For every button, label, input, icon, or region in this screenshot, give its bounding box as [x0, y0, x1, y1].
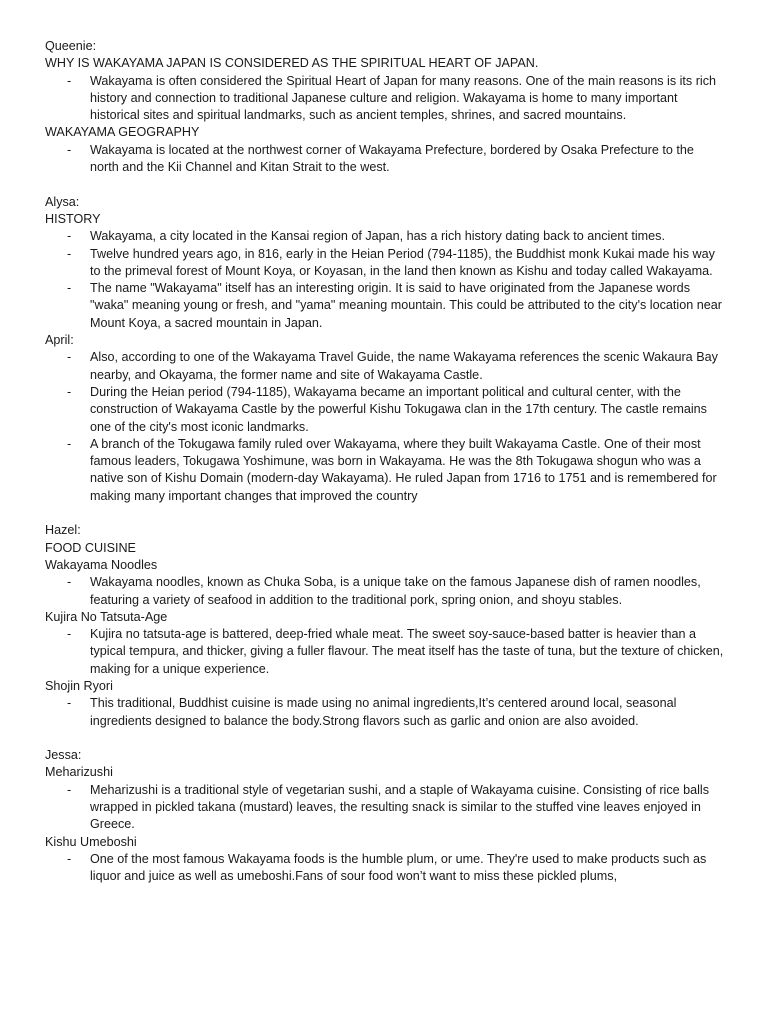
bullet-text: Meharizushi is a traditional style of vegetarian sushi, and a staple of Wakayama cuisine. Consisting of rice balls wrapped in pickled takana (mustard) leaves, the resulting snack is similar to the stuffed vine leaves enjoyed in Greece. [90, 782, 710, 832]
speaker-label: Queenie: [45, 39, 97, 53]
bullet-dash-icon: - [67, 696, 72, 711]
bullet-dash-icon: - [67, 142, 72, 157]
bullet-item [45, 574, 725, 609]
bullet-dash-icon: - [67, 350, 72, 365]
bullet-text: During the Heian period (794-1185), Wakayama became an important political and cultural center, with the construction of Wakayama Castle by the powerful Kishu Tokugawa clan in the 17th century. The castle remains one of the city's most iconic landmarks. [90, 384, 707, 434]
bullet-item [45, 246, 725, 281]
bullet-text: A branch of the Tokugawa family ruled over Wakayama, where they built Wakayama Castle. One of their most famous leaders, Tokugawa Yoshimune, was born in Wakayama. He was the 8th Tokugawa shogun who was a native son of Kishu Domain (modern-day Wakayama). He ruled Japan from 1716 to 1751 and is remembered for making many important changes that improved the country [90, 436, 717, 503]
bullet-item [45, 73, 725, 125]
bullet-dash-icon: - [67, 281, 72, 296]
section-heading: Kujira No Tatsuta-Age [45, 609, 168, 624]
bullet-dash-icon: - [67, 246, 72, 261]
speaker-label: Alysa: [45, 194, 80, 209]
section-heading: Wakayama Noodles [45, 557, 158, 572]
bullet-text: Also, according to one of the Wakayama Travel Guide, the name Wakayama references the scenic Wakaura Bay nearby, and Okayama, the former name and site of Wakayama Castle. [90, 350, 718, 382]
blank-line [45, 730, 725, 747]
bullet-dash-icon: - [67, 229, 72, 244]
bullet-dash-icon: - [67, 627, 72, 642]
bullet-item [45, 280, 725, 332]
blank-line [45, 505, 725, 522]
section-heading: HISTORY [45, 211, 101, 226]
bullet-item [45, 626, 725, 678]
bullet-item [45, 436, 725, 505]
section-heading: WAKAYAMA GEOGRAPHY [45, 125, 200, 140]
bullet-item [45, 142, 725, 177]
bullet-text: This traditional, Buddhist cuisine is made using no animal ingredients,It’s centered around local, seasonal ingredients designed to balance the body.Strong flavors such as garlic and onion are also avoided. [90, 696, 677, 728]
bullet-item [45, 782, 725, 834]
speaker-label: April: [45, 333, 74, 348]
bullet-text: Wakayama noodles, known as Chuka Soba, is a unique take on the famous Japanese dish of ramen noodles, featuring a variety of seafood in addition to the traditional pork, spring onion, and shoyu stables. [90, 575, 701, 607]
bullet-text: The name "Wakayama" itself has an interesting origin. It is said to have originated from the Japanese words "waka" meaning young or fresh, and "yama" meaning mountain. This could be attributed to the city's location near Mount Koya, a sacred mountain in Japan. [90, 281, 722, 330]
bullet-dash-icon: - [67, 73, 72, 88]
bullet-item [45, 384, 725, 436]
section-heading: Shojin Ryori [45, 678, 113, 693]
section-heading: FOOD CUISINE [45, 540, 136, 555]
bullet-dash-icon: - [67, 436, 72, 451]
bullet-text: Wakayama is located at the northwest corner of Wakayama Prefecture, bordered by Osaka Prefecture to the north and the Kii Channel and Kitan Strait to the west. [90, 142, 694, 175]
section-heading: Meharizushi [45, 765, 113, 780]
bullet-text: Wakayama, a city located in the Kansai region of Japan, has a rich history dating back to ancient times. [90, 229, 665, 244]
blank-line [45, 176, 725, 193]
section-heading: Kishu Umeboshi [45, 834, 137, 849]
bullet-item [45, 851, 725, 886]
bullet-item [45, 228, 725, 245]
speaker-label: Hazel: [45, 523, 81, 538]
bullet-text: Kujira no tatsuta-age is battered, deep-fried whale meat. The sweet soy-sauce-based batter is heavier than a typical tempura, and thicker, giving a fuller flavour. The meat itself has the taste of tuna, but the texture of chicken, making for a unique experience. [90, 627, 724, 676]
speaker-label: Jessa: [45, 748, 82, 763]
bullet-text: Wakayama is often considered the Spiritual Heart of Japan for many reasons. One of the main reasons is its rich history and connection to traditional Japanese culture and religion. Wakayama is home to many important historical sites and spiritual landmarks, such as ancient temples, shrines, and sacred mountains. [90, 73, 717, 123]
bullet-dash-icon: - [67, 575, 72, 590]
bullet-dash-icon: - [67, 782, 72, 797]
bullet-text: One of the most famous Wakayama foods is the humble plum, or ume. They're used to make products such as liquor and juice as well as umeboshi.Fans of sour food won’t want to miss these pickled plums, [90, 851, 707, 884]
bullet-item [45, 695, 725, 730]
bullet-dash-icon: - [67, 384, 72, 399]
bullet-text: Twelve hundred years ago, in 816, early in the Heian Period (794-1185), the Buddhist monk Kukai made his way to the primeval forest of Mount Koya, or Koyasan, in the land then known as Kishu and today called Wakayama. [90, 246, 715, 278]
bullet-item [45, 349, 725, 384]
document-page [45, 38, 725, 886]
bullet-dash-icon: - [67, 851, 72, 866]
section-heading: WHY IS WAKAYAMA JAPAN IS CONSIDERED AS THE SPIRITUAL HEART OF JAPAN. [45, 56, 539, 71]
